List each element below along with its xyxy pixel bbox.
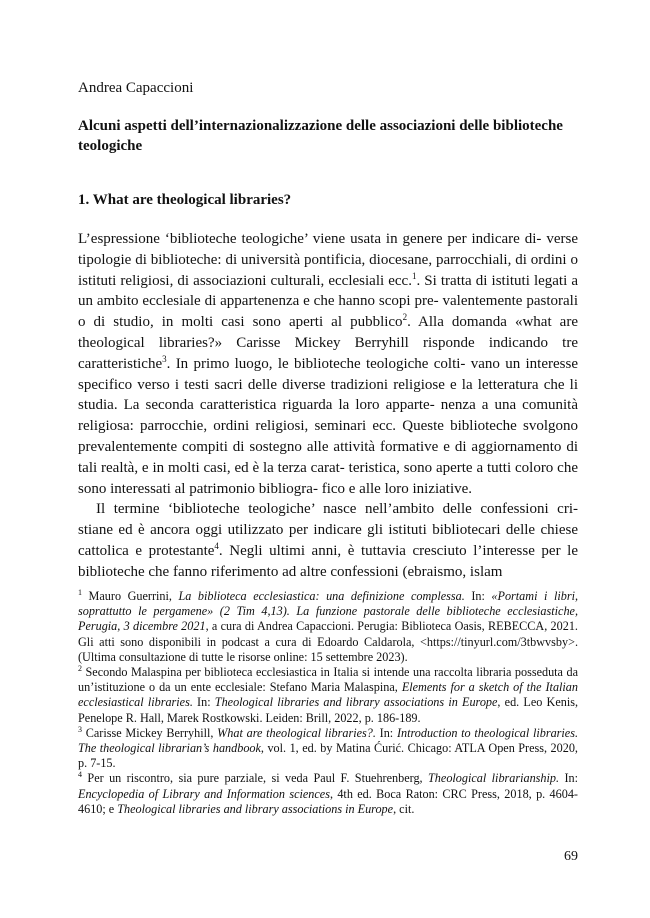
footnote-2-text: Secondo Malaspina per biblioteca ecclesiastica in Italia si intende una raccolta libraria posseduta da un’istituzione o da un ente ecclesiale: Stefano Maria Malaspina, bbox=[78, 665, 578, 695]
footnote-1-italic: La biblioteca ecclesiastica: una definizione complessa. bbox=[178, 589, 465, 603]
footnotes bbox=[78, 589, 578, 817]
footnote-4-text-3: , cit. bbox=[393, 801, 415, 816]
footnote-1-number: 1 bbox=[78, 588, 82, 597]
footnote-3-number: 3 bbox=[78, 724, 82, 734]
footnote-ref-1: 1 bbox=[411, 270, 417, 281]
footnote-4-italic-2: Encyclopedia of Library and Information sciences bbox=[78, 786, 330, 801]
footnote-2-in: In: bbox=[192, 695, 215, 710]
footnote-4 bbox=[78, 771, 578, 817]
footnote-1-text: Mauro Guerrini, bbox=[82, 589, 179, 603]
body-text bbox=[78, 229, 578, 583]
footnote-3 bbox=[78, 726, 578, 772]
section-heading: 1. What are theological libraries? bbox=[78, 192, 292, 208]
paragraph-2-text-b: . Negli ultimi anni, è tuttavia cresciuto l’interesse per le biblioteche che fanno riferimento ad altre confessioni (ebraismo, islam bbox=[78, 542, 578, 580]
author-name: Andrea Capaccioni bbox=[78, 80, 194, 96]
footnote-3-text: Carisse Mickey Berryhill, bbox=[82, 725, 218, 740]
paragraph-1-text-c: . Alla domanda «what are theological libraries?» Carisse Mickey Berryhill risponde indicando tre caratteristiche bbox=[78, 314, 578, 372]
footnote-2-italic-2: Theological libraries and library associations in Europe bbox=[214, 695, 498, 710]
footnote-2-text-2: , ed. Leo Kenis, Penelope R. Hall, Marek Rostkowski. Leiden: Brill, 2022, p. 186-189. bbox=[78, 695, 579, 725]
footnote-4-italic-3: Theological libraries and library associations in Europe bbox=[117, 801, 394, 816]
paragraph-1-text-d: . In primo luogo, le biblioteche teologiche colti- vano un interesse specifico verso i testi sacri delle diverse tradizioni religiose e la letteratura che li studia. La seconda caratteristica riguarda la loro apparte- nenza a una comunità religiosa: parrocchie, ordini religiosi, seminari ecc. Queste biblioteche svolgono prevalentemente compiti di sostegno alle attività formative e di aggiornamento di tali realtà, e in molti casi, ed è la terza carat- teristica, sono aperte a tutti coloro che sono interessati al patrimonio bibliogra- fico e alle loro iniziative. bbox=[78, 355, 578, 497]
footnote-4-text-2: , 4th ed. Boca Raton: CRC Press, 2018, p. 4604-4610; e bbox=[78, 786, 578, 816]
footnote-ref-4: 4 bbox=[214, 540, 219, 551]
paragraph-1 bbox=[78, 229, 578, 499]
footnote-4-text: Per un riscontro, sia pure parziale, si veda Paul F. Stuehrenberg, bbox=[82, 771, 429, 786]
footnote-ref-2: 2 bbox=[402, 312, 408, 323]
footnote-2 bbox=[78, 665, 578, 726]
footnote-2-number: 2 bbox=[78, 664, 82, 674]
footnote-4-italic: Theological librarianship. bbox=[428, 771, 560, 786]
chapter-title: Alcuni aspetti dell’internazionalizzazione delle associazioni delle biblioteche teologiche bbox=[78, 118, 563, 154]
footnote-3-italic: What are theological libraries?. bbox=[217, 725, 376, 740]
footnote-1-text-2: , a cura di Andrea Capaccioni. Perugia: Biblioteca Oasis, REBECCA, 2021. Gli atti sono disponibili in podcast a cura di Edoardo Caldarola, <https://tinyurl.com/3tbwvsby>. (Ultima consultazione di tutte le risorse online: 15 settembre 2023). bbox=[78, 619, 578, 664]
footnote-3-text-2: , vol. 1, ed. by Matina Ćurić. Chicago: ATLA Open Press, 2020, p. 7-15. bbox=[78, 741, 578, 771]
paragraph-2 bbox=[78, 499, 578, 582]
page-number: 69 bbox=[564, 849, 578, 864]
footnote-4-in: In: bbox=[559, 771, 579, 786]
footnote-3-italic-2: Introduction to theological libraries. The theological librarian’s handbook bbox=[78, 725, 579, 756]
footnote-ref-3: 3 bbox=[162, 353, 167, 364]
paragraph-1-text-b: . Si tratta di istituti legati a un ambito ecclesiale di appartenenza e che hanno scopi pre- valentemente pastorali o di studio, in molti casi sono aperti al pubblico bbox=[78, 272, 579, 331]
paragraph-1-text-a: L’espressione ‘biblioteche teologiche’ viene usata in genere per indicare di- verse tipologie di biblioteche: di università pontificia, diocesane, parrocchiali, di ordini o istituti religiosi, di associazioni culturali, ecclesiali ecc. bbox=[78, 231, 578, 289]
footnote-1 bbox=[78, 589, 578, 665]
footnote-4-number: 4 bbox=[78, 770, 82, 780]
footnote-1-in: In: bbox=[464, 589, 492, 603]
footnote-2-italic: Elements for a sketch of the Italian ecclesiastical libraries. bbox=[78, 680, 578, 710]
footnote-1-italic-2: «Portami i libri, soprattutto le pergamene» (2 Tim 4,13). La funzione pastorale delle biblioteche ecclesiastiche, Perugia, 3 dicembre 2021 bbox=[78, 589, 578, 634]
footnote-3-in: In: bbox=[375, 725, 397, 740]
paragraph-2-text-a: Il termine ‘biblioteche teologiche’ nasce nell’ambito delle confessioni cri- stiane ed è ancora oggi utilizzato per indicare gli istituti bibliotecari delle chiese cattolica e protestante bbox=[78, 501, 578, 559]
